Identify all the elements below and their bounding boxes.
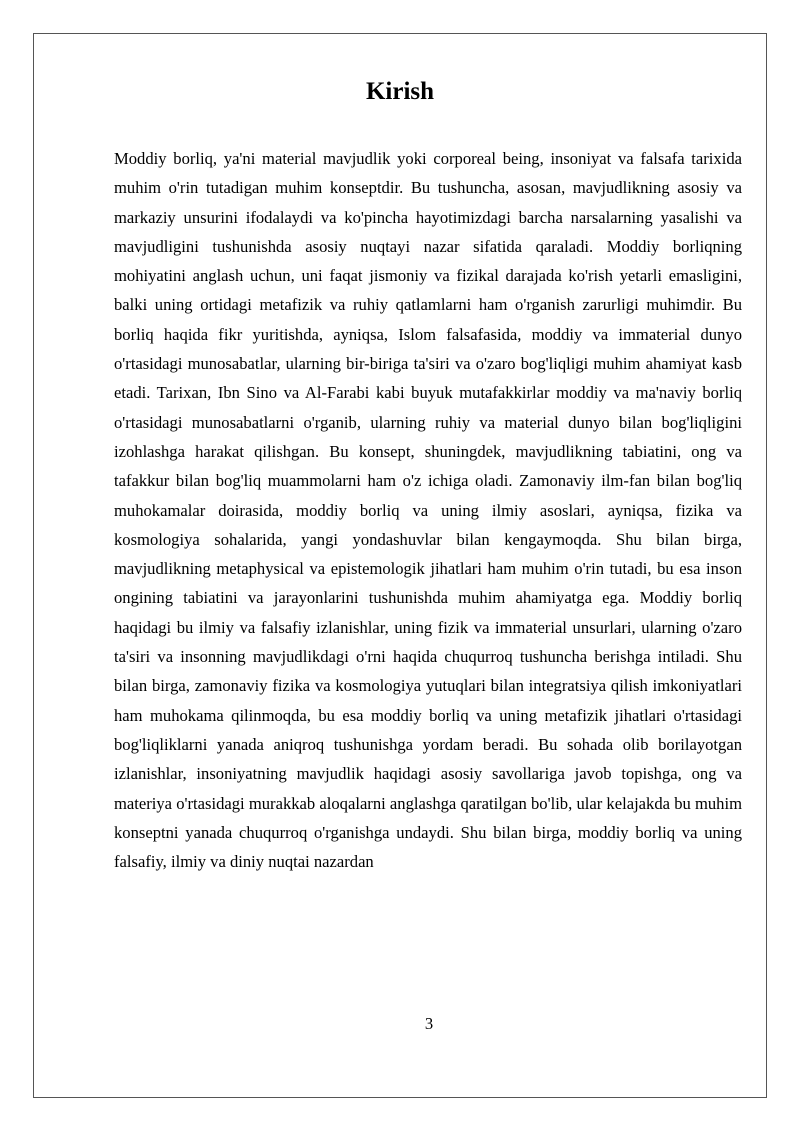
- body-paragraph: Moddiy borliq, ya'ni material mavjudlik yoki corporeal being, insoniyat va falsafa tarixida muhim o'rin tutadigan muhim konseptdir. Bu tushuncha, asosan, mavjudlikning asosiy va markaziy unsurini ifodalaydi va ko'pincha hayotimizdagi barcha narsalarning yasalishi va mavjudligini tushunishda asosiy nuqtayi nazar sifatida qaraladi. Moddiy borliqning mohiyatini anglash uchun, uni faqat jismoniy va fizikal darajada ko'rish yetarli emasligini, balki uning ortidagi metafizik va ruhiy qatlamlarni ham o'rganish zarurligi muhimdir. Bu borliq haqida fikr yuritishda, ayniqsa, Islom falsafasida, moddiy va immaterial dunyo o'rtasidagi munosabatlar, ularning bir-biriga ta'siri va o'zaro bog'liqligi muhim ahamiyat kasb etadi. Tarixan, Ibn Sino va Al-Farabi kabi buyuk mutafakkirlar moddiy va ma'naviy borliq o'rtasidagi munosabatlarni o'rganib, ularning ruhiy va material dunyo bilan bog'liqligini izohlashga harakat qilishgan. Bu konsept, shuningdek, mavjudlikning tabiatini, ong va tafakkur bilan bog'liq muammolarni ham o'z ichiga oladi. Zamonaviy ilm-fan bilan bog'liq muhokamalar doirasida, moddiy borliq va uning ilmiy asoslari, ayniqsa, fizika va kosmologiya sohalarida, yangi yondashuvlar bilan kengaymoqda. Shu bilan birga, mavjudlikning metaphysical va epistemologik jihatlari ham muhim o'rin tutadi, bu esa inson ongining tabiatini va jarayonlarini tushunishda muhim ahamiyatga ega. Moddiy borliq haqidagi bu ilmiy va falsafiy izlanishlar, uning fizik va immaterial unsurlari, ularning o'zaro ta'siri va insonning mavjudlikdagi o'rni haqida chuqurroq tushuncha berishga intiladi. Shu bilan birga, zamonaviy fizika va kosmologiya yutuqlari bilan integratsiya qilish imkoniyatlari ham muhokama qilinmoqda, bu esa moddiy borliq va uning metafizik jihatlari o'rtasidagi bog'liqliklarni yanada aniqroq tushunishga yordam beradi. Bu sohada olib borilayotgan izlanishlar, insoniyatning mavjudlik haqidagi asosiy savollariga javob topishga, ong va materiya o'rtasidagi murakkab aloqalarni anglashga qaratilgan bo'lib, ular kelajakda bu muhim konseptni yanada chuqurroq o'rganishga undaydi. Shu bilan birga, moddiy borliq va uning falsafiy, ilmiy va diniy nuqtai nazardan: [114, 149, 742, 872]
- page-title: Kirish: [365, 78, 435, 105]
- page-number: 3: [424, 1014, 434, 1033]
